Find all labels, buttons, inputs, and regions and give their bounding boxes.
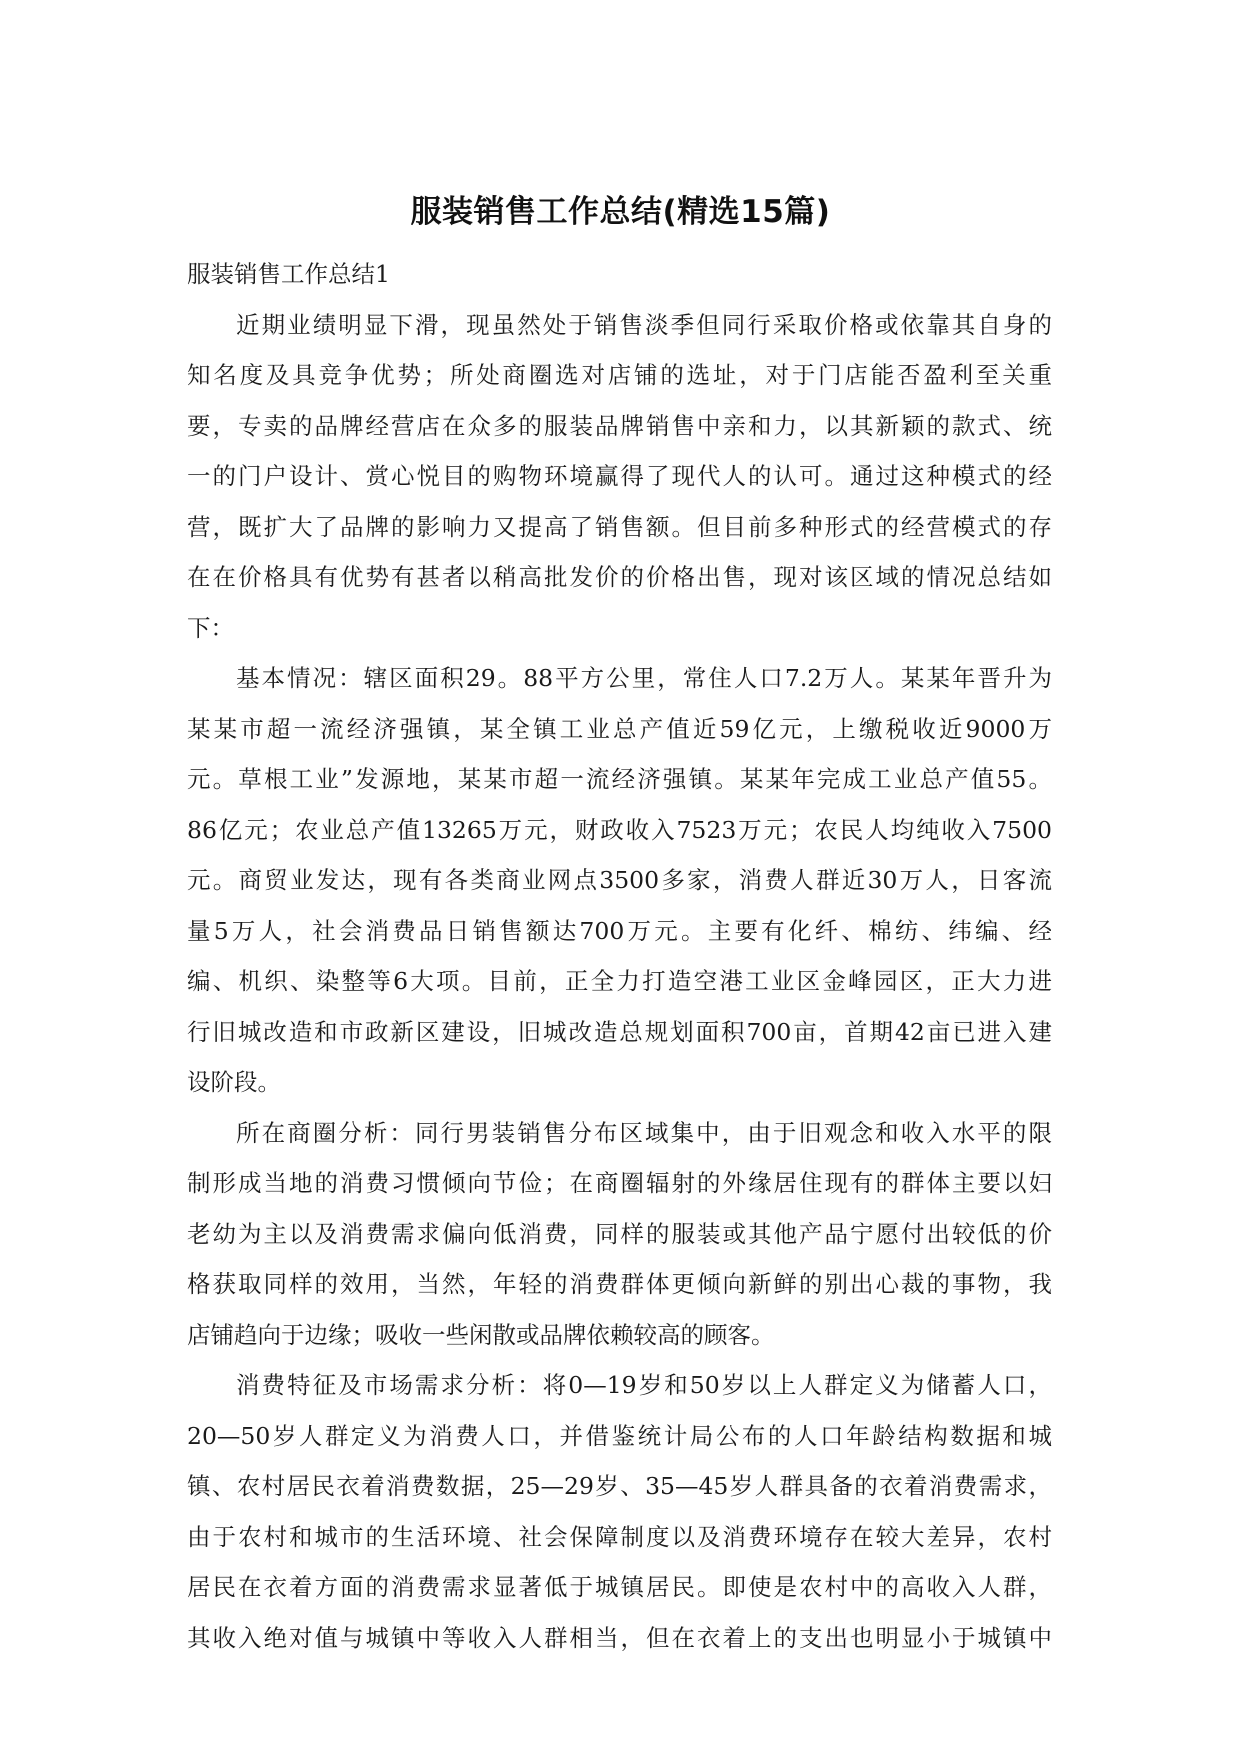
text-line: 由于农村和城市的生活环境、社会保障制度以及消费环境存在较大差异，农村	[187, 1522, 1052, 1551]
text-line: 某某市超一流经济强镇，某全镇工业总产值近59亿元，上缴税收近9000万	[187, 714, 1052, 743]
text-line: 量5万人，社会消费品日销售额达700万元。主要有化纤、棉纺、纬编、经	[187, 916, 1052, 945]
text-line: 86亿元；农业总产值13265万元，财政收入7523万元；农民人均纯收入7500	[187, 815, 1052, 844]
text-line: 所在商圈分析：同行男装销售分布区域集中，由于旧观念和收入水平的限	[236, 1118, 1052, 1147]
text-line: 知名度及具竞争优势；所处商圈选对店铺的选址，对于门店能否盈利至关重	[187, 361, 1052, 389]
text-line: 近期业绩明显下滑，现虽然处于销售淡季但同行采取价格或依靠其自身的	[236, 310, 1052, 339]
text-line: 营，既扩大了品牌的影响力又提高了销售额。但目前多种形式的经营模式的存	[187, 512, 1052, 541]
text-line: 在在价格具有优势有甚者以稍高批发价的价格出售，现对该区域的情况总结如	[187, 563, 1052, 591]
text-line: 一的门户设计、赏心悦目的购物环境赢得了现代人的认可。通过这种模式的经	[187, 462, 1052, 490]
document-body	[187, 249, 1052, 1663]
paragraph	[187, 1108, 1052, 1361]
paragraph	[187, 1360, 1052, 1663]
text-line: 基本情况：辖区面积29。88平方公里，常住人口7.2万人。某某年晋升为	[236, 664, 1052, 692]
section-heading: 服装销售工作总结1	[187, 260, 390, 288]
text-line: 镇、农村居民衣着消费数据，25—29岁、35—45岁人群具备的衣着消费需求，	[187, 1472, 1052, 1500]
text-line: 格获取同样的效用，当然，年轻的消费群体更倾向新鲜的别出心裁的事物，我	[187, 1270, 1052, 1298]
text-line: 元。草根工业”发源地，某某市超一流经济强镇。某某年完成工业总产值55。	[187, 765, 1052, 793]
text-line: 店铺趋向于边缘；吸收一些闲散或品牌依赖较高的顾客。	[187, 1320, 775, 1349]
document-title: 服装销售工作总结(精选15篇)	[410, 194, 831, 230]
text-line: 下：	[187, 613, 234, 642]
paragraph	[187, 653, 1052, 1108]
text-line: 设阶段。	[187, 1068, 281, 1096]
text-line: 消费特征及市场需求分析：将0—19岁和50岁以上人群定义为储蓄人口，	[236, 1371, 1052, 1399]
text-line: 编、机织、染整等6大项。目前，正全力打造空港工业区金峰园区，正大力进	[187, 967, 1052, 995]
text-line: 20—50岁人群定义为消费人口，并借鉴统计局公布的人口年龄结构数据和城	[187, 1421, 1052, 1450]
paragraph	[187, 300, 1052, 654]
text-line: 其收入绝对值与城镇中等收入人群相当，但在衣着上的支出也明显小于城镇中	[187, 1623, 1052, 1652]
text-line: 制形成当地的消费习惯倾向节俭；在商圈辐射的外缘居住现有的群体主要以妇	[187, 1169, 1052, 1197]
text-line: 居民在衣着方面的消费需求显著低于城镇居民。即使是农村中的高收入人群，	[187, 1573, 1052, 1601]
text-line: 元。商贸业发达，现有各类商业网点3500多家，消费人群近30万人，日客流	[187, 866, 1052, 894]
text-line: 行旧城改造和市政新区建设，旧城改造总规划面积700亩，首期42亩已进入建	[187, 1017, 1052, 1046]
text-line: 要，专卖的品牌经营店在众多的服装品牌销售中亲和力，以其新颖的款式、统	[187, 411, 1052, 440]
text-line: 老幼为主以及消费需求偏向低消费，同样的服装或其他产品宁愿付出较低的价	[187, 1219, 1052, 1248]
